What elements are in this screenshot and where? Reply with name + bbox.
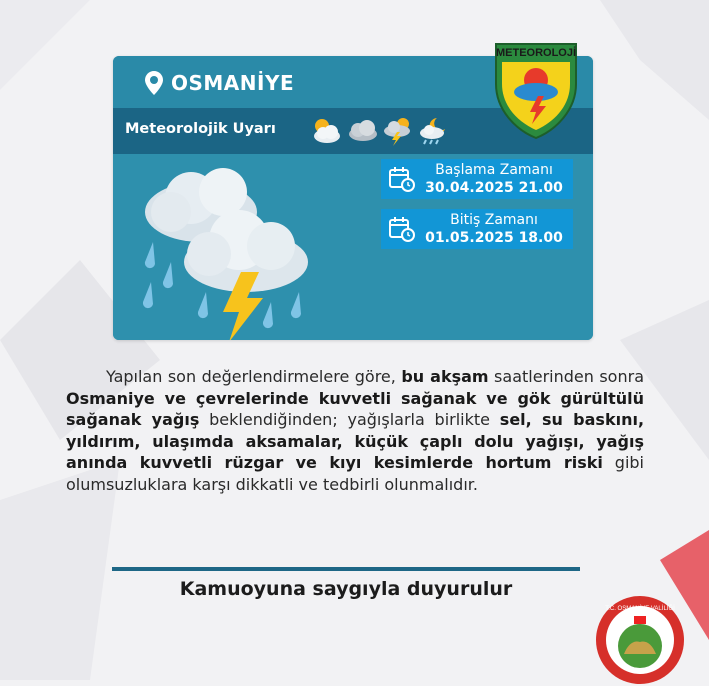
storm-cloud-icon	[131, 162, 321, 340]
divider	[112, 567, 580, 571]
footer-text: Kamuoyuna saygıyla duyurulur	[179, 578, 513, 600]
start-label: Başlama Zamanı	[435, 162, 553, 178]
text-run-bold: bu akşam	[401, 367, 489, 386]
start-time-box	[381, 159, 573, 199]
partly-sunny-icon	[309, 114, 343, 146]
cloudy-icon	[345, 114, 379, 146]
text-run: gibi olumsuzluklara karşı dikkatli ve tedbirli olunmalıdır.	[66, 453, 645, 494]
announcement-text	[66, 366, 644, 496]
start-value: 30.04.2025 21.00	[425, 180, 563, 196]
text-run: saatlerinden sonra	[488, 367, 644, 386]
night-rain-icon	[417, 114, 451, 146]
location-pin-icon	[145, 71, 163, 95]
logo-text: METEOROLOJİ	[495, 47, 577, 59]
end-label: Bitiş Zamanı	[450, 212, 538, 228]
seal-text: T.C. OSMANİYE VALİLİĞİ	[605, 606, 675, 612]
location	[145, 71, 294, 95]
end-value: 01.05.2025 18.00	[425, 230, 563, 246]
meteoroloji-logo	[494, 40, 578, 140]
text-run: beklendiğinden; yağışlarla birlikte	[199, 410, 500, 430]
text-run-bold: Osmaniye ve çevrelerinde kuvvetli sağanak ve gök gürültülü sağanak yağış	[66, 388, 644, 430]
calendar-clock-icon	[389, 216, 415, 242]
warning-label: Meteorolojik Uyarı	[125, 121, 276, 137]
thunder-sun-icon	[381, 114, 415, 146]
governorship-seal	[594, 594, 686, 686]
location-title: OSMANİYE	[171, 71, 295, 95]
calendar-clock-icon	[389, 166, 415, 192]
weather-icons	[309, 114, 451, 146]
text-run-bold: sel, su baskını, yıldırım, ulaşımda aksamalar, küçük çaplı dolu yağışı, yağış anında kuvvetli rüzgar ve kıyı kesimlerde hortum riski	[66, 410, 645, 473]
end-time-box	[381, 209, 573, 249]
card-body	[113, 154, 593, 340]
text-run: Yapılan son değerlendirmelere göre,	[106, 367, 402, 386]
